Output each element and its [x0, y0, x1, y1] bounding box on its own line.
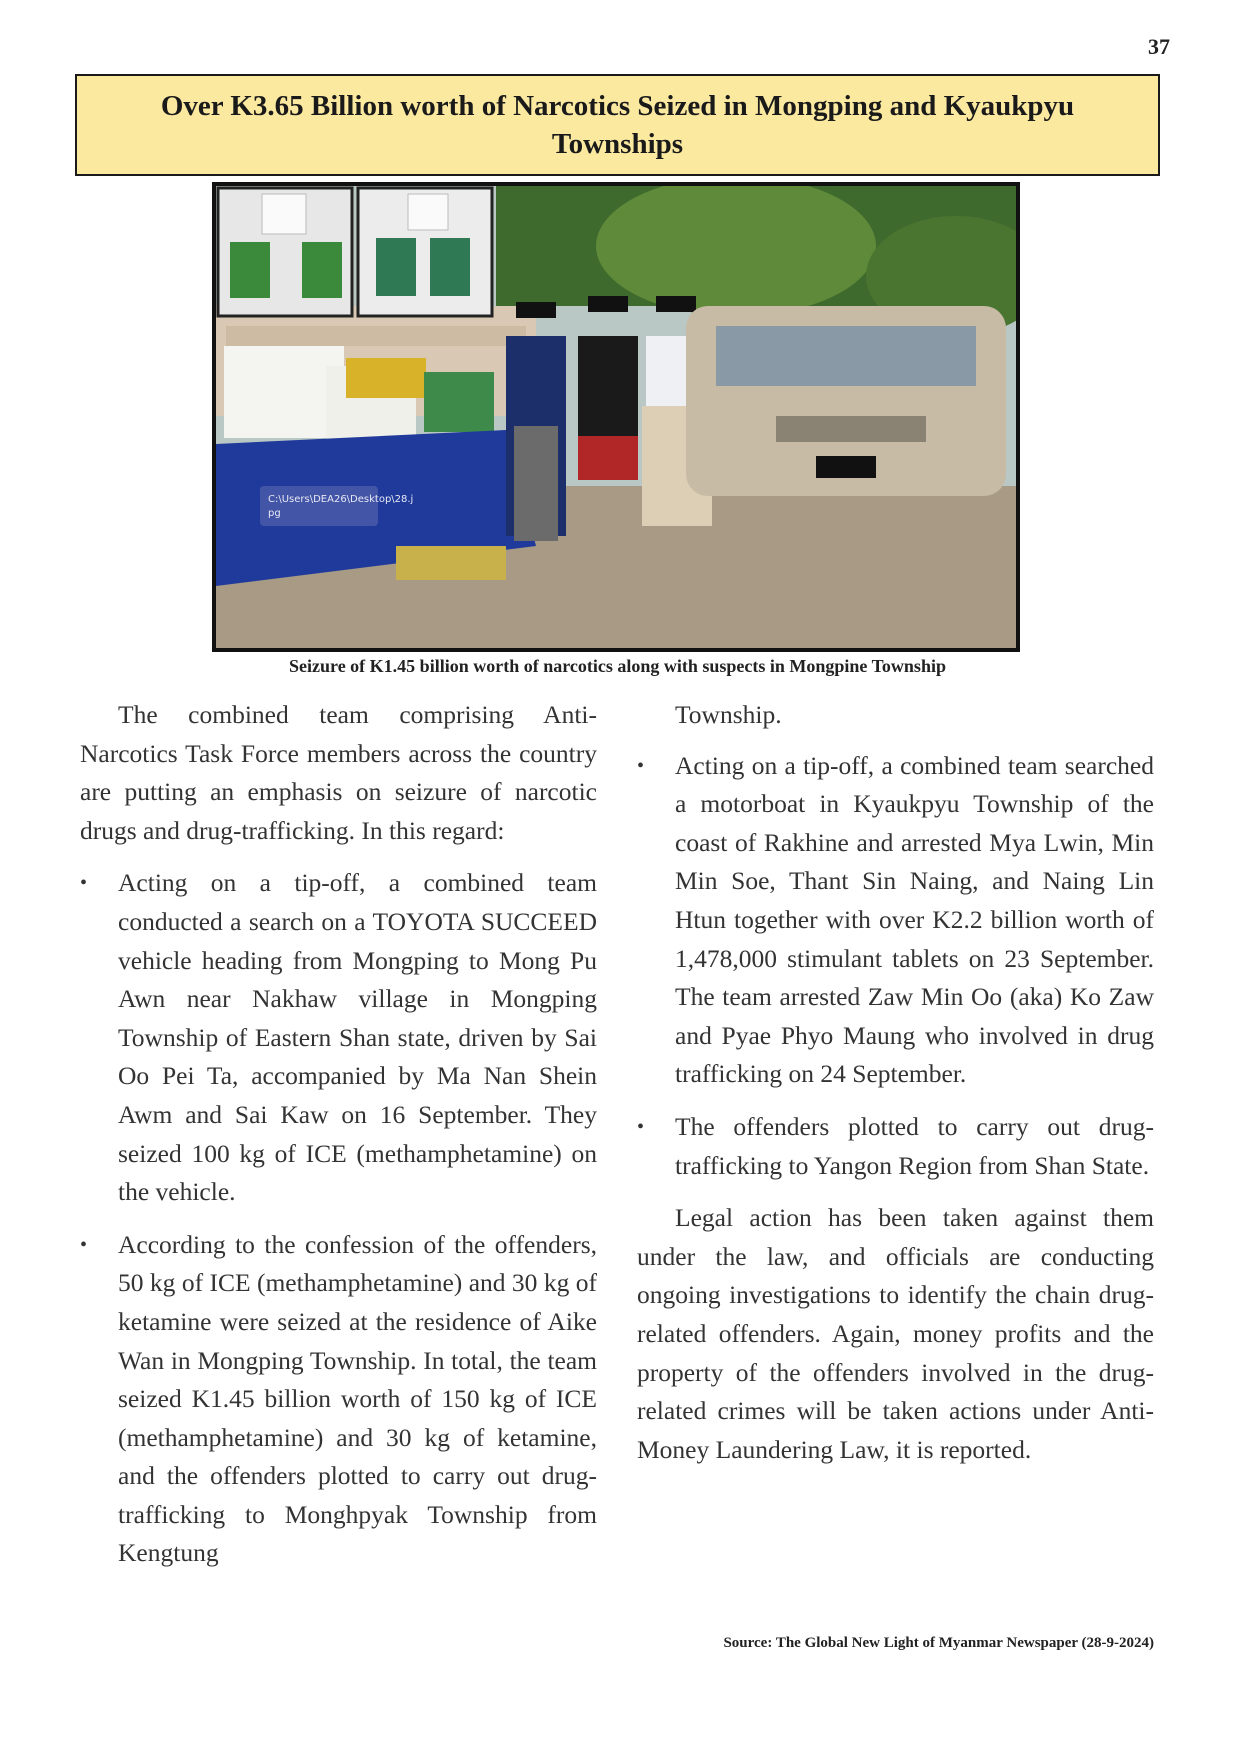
news-photo — [212, 182, 1020, 652]
list-item-text: Acting on a tip-off, a combined team searched a motorboat in Kyaukpyu Township of the coast of Rakhine and arrested Mya Lwin, Min Min Soe, Thant Sin Naing, and Naing Lin Htun together with over K2.2 billion worth of 1,478,000 stimulant tablets on 23 September. The team arrested Zaw Min Oo (aka) Ko Zaw and Pyae Phyo Maung who involved in drug trafficking on 24 September. — [675, 750, 1154, 1089]
source-credit: Source: The Global New Light of Myanmar Newspaper (28-9-2024) — [723, 1635, 1154, 1651]
suspect-3-face-blur — [656, 296, 696, 312]
left-bullet-list — [80, 864, 597, 1573]
bullet-icon: • — [80, 872, 88, 895]
intro-paragraph: The combined team comprising Anti-Narcotics Task Force members across the country are putting an emphasis on seizure of narcotic drugs and drug-trafficking. In this regard: — [80, 700, 597, 845]
inset-photo-1-bag-left — [230, 242, 270, 298]
continuation-text: Township. — [675, 700, 782, 729]
filepath-overlay-line1: C:\Users\DEA26\Desktop\28.j — [268, 494, 414, 505]
list-item-text: The offenders plotted to carry out drug-trafficking to Yangon Region from Shan State. — [675, 1111, 1154, 1180]
yellow-sack — [396, 546, 506, 580]
car-grille — [776, 416, 926, 442]
filepath-overlay-line2: pg — [268, 508, 281, 519]
inset-photo-2-bag-right — [430, 238, 470, 296]
car-license-plate-blur — [816, 456, 876, 478]
right-bullet-list — [637, 747, 1154, 1186]
suspect-1-legs — [514, 426, 558, 541]
photo-building-pillars — [226, 326, 526, 346]
inset-photo-1-bag-right — [302, 242, 342, 298]
car-windshield — [716, 326, 976, 386]
title-banner — [75, 74, 1160, 176]
list-item — [80, 864, 597, 1211]
inset-photo-1-bag-white — [262, 194, 306, 234]
list-item-text: Acting on a tip-off, a combined team conducted a search on a TOYOTA SUCCEED vehicle heading from Mongping to Mong Pu Awn near Nakhaw village in Mongping Township of Eastern Shan state, driven by Sai Oo Pei Ta, accompanied by Ma Nan Shein Awm and Sai Kaw on 16 September. They seized 100 kg of ICE (methamphetamine) on the vehicle. — [118, 868, 597, 1207]
page-number: 37 — [1148, 34, 1170, 59]
article-title: Over K3.65 Billion worth of Narcotics Seized in Mongping and Kyaukpyu Townships — [160, 90, 1075, 160]
bullet-icon: • — [80, 1233, 88, 1256]
list-item — [637, 1108, 1154, 1185]
suspect-2-face-blur — [588, 296, 628, 312]
list-item — [80, 1226, 597, 1573]
package-pile-green — [424, 372, 494, 432]
suspect-2-shorts — [578, 436, 638, 480]
photo-caption: Seizure of K1.45 billion worth of narcotics along with suspects in Mongpine Township — [289, 656, 946, 676]
list-item — [637, 747, 1154, 1094]
package-pile-yellow — [346, 358, 426, 398]
bullet-icon: • — [637, 754, 645, 777]
inset-photo-2-bag-white — [408, 194, 448, 230]
bullet-icon: • — [637, 1115, 645, 1138]
list-item-text: According to the confession of the offenders, 50 kg of ICE (methamphetamine) and 30 kg of ketamine were seized at the residence of Aike Wan in Mongping Township. In total, the team seized K1.45 billion worth of 150 kg of ICE (methamphetamine) and 30 kg of ketamine, and the offenders plotted to carry out drug-trafficking to Monghpyak Township from Kengtung — [118, 1229, 597, 1568]
closing-paragraph: Legal action has been taken against them under the law, and officials are conducting ongoing investigations to identify the chain drug-related offenders. Again, money profits and the property of the offenders involved in the drug-related crimes will be taken actions under Anti-Money Laundering Law, it is reported. — [637, 1203, 1154, 1464]
left-column — [80, 696, 597, 1587]
filepath-overlay — [260, 486, 378, 526]
inset-photo-2-bag-left — [376, 238, 416, 296]
right-column — [637, 696, 1154, 1483]
suspect-1-face-blur — [516, 302, 556, 318]
